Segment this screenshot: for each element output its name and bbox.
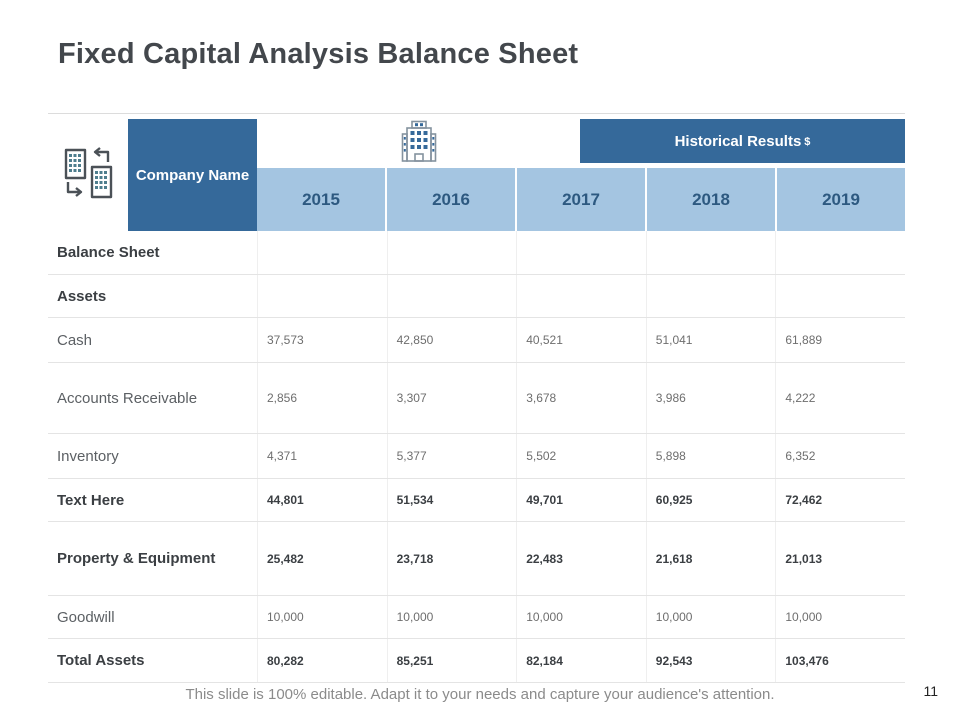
value-cell: 4,371 <box>257 434 387 478</box>
value-cell: 85,251 <box>387 639 517 682</box>
year-header: 2017 <box>517 168 645 231</box>
value-cell <box>257 231 387 274</box>
value-cell <box>387 231 517 274</box>
value-cell: 21,013 <box>775 522 905 595</box>
table-header <box>48 119 905 231</box>
row-label: Assets <box>57 287 107 305</box>
row-label: Accounts Receivable <box>57 389 198 407</box>
value-cell <box>646 231 776 274</box>
value-cell: 6,352 <box>775 434 905 478</box>
table-row <box>48 479 905 522</box>
table-row <box>48 363 905 434</box>
value-cell: 2,856 <box>257 363 387 433</box>
value-cell: 51,534 <box>387 479 517 521</box>
table-row <box>48 522 905 596</box>
header-right <box>257 119 905 231</box>
value-cell: 10,000 <box>516 596 646 638</box>
row-label: Inventory <box>57 447 119 465</box>
value-cell: 10,000 <box>387 596 517 638</box>
years-row <box>257 168 905 231</box>
value-cell: 40,521 <box>516 318 646 362</box>
row-label: Balance Sheet <box>57 244 160 261</box>
value-cell: 5,377 <box>387 434 517 478</box>
value-cell: 4,222 <box>775 363 905 433</box>
value-cell: 51,041 <box>646 318 776 362</box>
row-label: Goodwill <box>57 608 115 626</box>
row-label: Text Here <box>57 491 125 509</box>
historical-results-label: Historical Results <box>674 132 802 150</box>
row-label: Total Assets <box>57 652 145 669</box>
row-label: Cash <box>57 331 93 349</box>
dollar-sign: $ <box>804 136 811 148</box>
value-cell <box>257 275 387 317</box>
value-cell: 10,000 <box>257 596 387 638</box>
value-cell: 42,850 <box>387 318 517 362</box>
table-row <box>48 231 905 275</box>
value-cell: 60,925 <box>646 479 776 521</box>
value-cell: 3,678 <box>516 363 646 433</box>
value-cell: 3,986 <box>646 363 776 433</box>
table-row <box>48 596 905 639</box>
table-row <box>48 434 905 479</box>
page-title: Fixed Capital Analysis Balance Sheet <box>58 38 579 70</box>
value-cell: 44,801 <box>257 479 387 521</box>
value-cell: 5,502 <box>516 434 646 478</box>
value-cell: 10,000 <box>775 596 905 638</box>
year-header: 2016 <box>387 168 515 231</box>
building-icon-cell <box>257 119 580 163</box>
value-cell: 25,482 <box>257 522 387 595</box>
value-cell: 103,476 <box>775 639 905 682</box>
footer-note: This slide is 100% editable. Adapt it to your needs and capture your audience's attention. <box>185 686 775 703</box>
value-cell: 21,618 <box>646 522 776 595</box>
value-cell: 10,000 <box>646 596 776 638</box>
page-number: 11 <box>923 683 938 699</box>
value-cell: 37,573 <box>257 318 387 362</box>
value-cell <box>516 231 646 274</box>
value-cell: 92,543 <box>646 639 776 682</box>
row-label: Property & Equipment <box>57 550 216 567</box>
company-transfer-icon-cell <box>48 119 128 231</box>
value-cell <box>387 275 517 317</box>
header-top-row <box>257 119 905 163</box>
value-cell: 23,718 <box>387 522 517 595</box>
company-name-header: Company Name <box>128 119 257 231</box>
year-header: 2015 <box>257 168 385 231</box>
table-body <box>48 231 905 683</box>
value-cell <box>516 275 646 317</box>
balance-sheet-table <box>48 119 905 683</box>
table-row <box>48 318 905 363</box>
value-cell: 5,898 <box>646 434 776 478</box>
value-cell: 80,282 <box>257 639 387 682</box>
value-cell: 82,184 <box>516 639 646 682</box>
year-header: 2019 <box>777 168 905 231</box>
table-row <box>48 639 905 683</box>
year-header: 2018 <box>647 168 775 231</box>
value-cell <box>775 275 905 317</box>
table-top-border <box>48 113 905 114</box>
building-icon <box>400 120 438 162</box>
company-transfer-icon <box>59 144 117 206</box>
value-cell: 72,462 <box>775 479 905 521</box>
historical-results-header <box>580 119 905 163</box>
value-cell <box>775 231 905 274</box>
value-cell: 49,701 <box>516 479 646 521</box>
value-cell <box>646 275 776 317</box>
table-row <box>48 275 905 318</box>
value-cell: 22,483 <box>516 522 646 595</box>
value-cell: 3,307 <box>387 363 517 433</box>
value-cell: 61,889 <box>775 318 905 362</box>
